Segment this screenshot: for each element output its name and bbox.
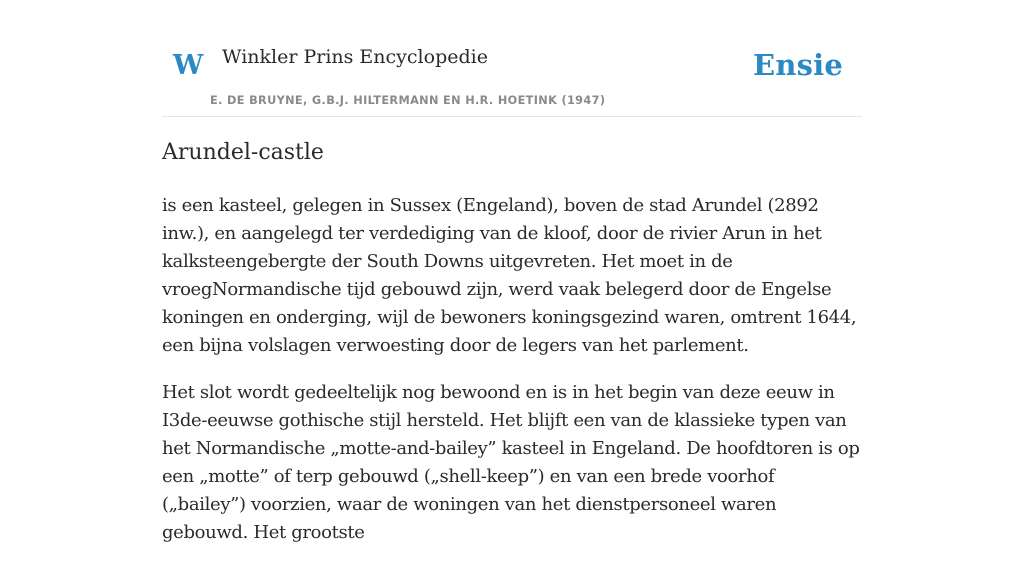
article-paragraph-1: is een kasteel, gelegen in Sussex (Engeland), boven de stad Arundel (2892 inw.), en aangelegd ter verdediging van de kloof, door de rivier Arun in het kalksteengebergte der South Downs uitgevreten. Het moet in de vroegNormandische tijd gebouwd zijn, werd vaak belegerd door de Engelse koningen en onderging, wijl de bewoners koningsgezind waren, omtrent 1644, een bijna volslagen verwoesting door de legers van het parlement. xyxy=(162,195,857,356)
source-title: Winkler Prins Encyclopedie xyxy=(222,46,488,68)
ensie-home-link[interactable]: Ensie xyxy=(753,48,843,82)
source-header xyxy=(162,0,862,117)
source-logo-link[interactable]: W xyxy=(173,50,204,81)
source-authors: E. DE BRUYNE, G.B.J. HILTERMANN EN H.R. HOETINK (1947) xyxy=(210,94,606,107)
article-body xyxy=(162,192,862,566)
article-title: Arundel-castle xyxy=(162,140,324,165)
article-paragraph-2: Het slot wordt gedeeltelijk nog bewoond en is in het begin van deze eeuw in I3de-eeuwse gothische stijl hersteld. Het blijft een van de klassieke typen van het Normandische „motte-and-bailey” kasteel in Engeland. De hoofdtoren is op een „motte” of terp gebouwd („shell-keep”) en van een brede voorhof („bailey”) voorzien, waar de woningen van het dienstpersoneel waren gebouwd. Het grootste xyxy=(162,382,860,543)
